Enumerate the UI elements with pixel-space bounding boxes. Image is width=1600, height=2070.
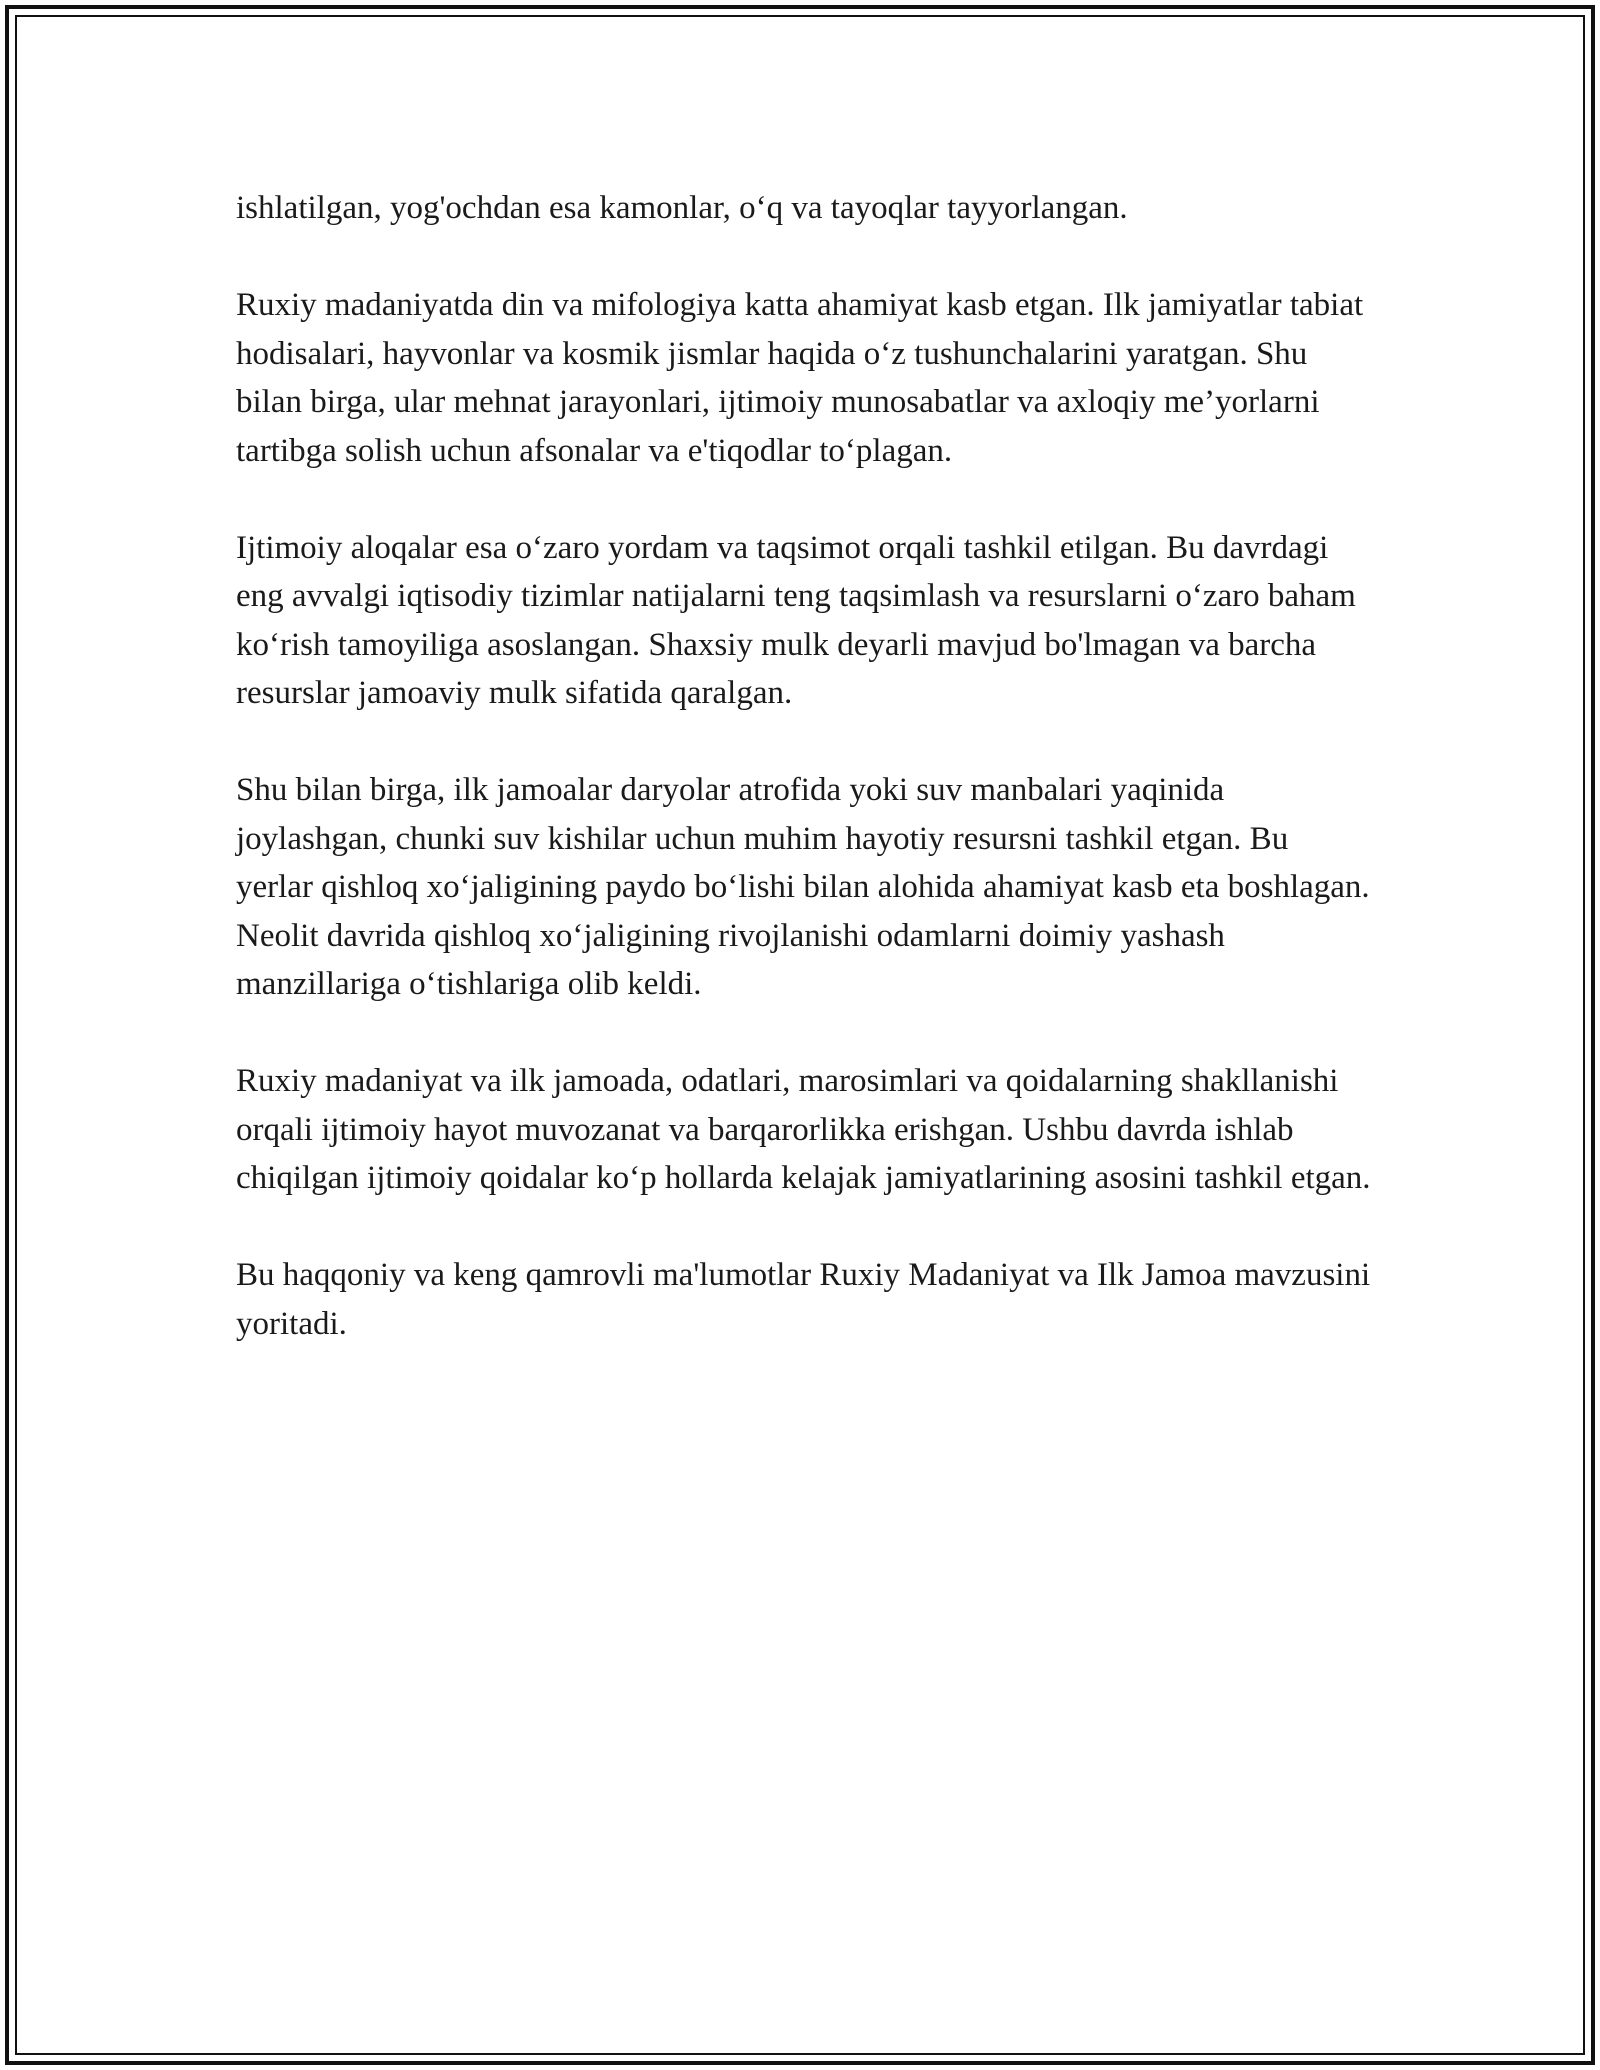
paragraph: Ijtimoiy aloqalar esa o‘zaro yordam va taqsimot orqali tashkil etilgan. Bu davrdagi eng avvalgi iqtisodiy tizimlar natijalarni teng taqsimlash va resurslarni o‘zaro baham ko‘rish tamoyiliga asoslangan. Shaxsiy mulk deyarli mavjud bo'lmagan va barcha resurslar jamoaviy mulk sifatida qaralgan. — [236, 529, 1356, 711]
paragraph: Ruxiy madaniyat va ilk jamoada, odatlari, marosimlari va qoidalarning shakllanishi orqali ijtimoiy hayot muvozanat va barqarorlikka erishgan. Ushbu davrda ishlab chiqilgan ijtimoiy qoidalar ko‘p hollarda kelajak jamiyatlarining asosini tashkil etgan. — [236, 1063, 1371, 1196]
paragraph: ishlatilgan, yog'ochdan esa kamonlar, o‘q va tayoqlar tayyorlangan. — [236, 190, 1128, 226]
document-body — [236, 184, 1371, 1397]
paragraph: Shu bilan birga, ilk jamoalar daryolar atrofida yoki suv manbalari yaqinida joylashgan, chunki suv kishilar uchun muhim hayotiy resursni tashkil etgan. Bu yerlar qishloq xo‘jaligining paydo bo‘lishi bilan alohida ahamiyat kasb eta boshlagan. Neolit davrida qishloq xo‘jaligining rivojlanishi odamlarni doimiy yashash manzillariga o‘tishlariga olib keldi. — [236, 772, 1370, 1002]
paragraph: Ruxiy madaniyatda din va mifologiya katta ahamiyat kasb etgan. Ilk jamiyatlar tabiat hodisalari, hayvonlar va kosmik jismlar haqida o‘z tushunchalarini yaratgan. Shu bilan birga, ular mehnat jarayonlari, ijtimoiy munosabatlar va axloqiy me’yorlarni tartibga solish uchun afsonalar va e'tiqodlar to‘plagan. — [236, 287, 1364, 469]
paragraph: Bu haqqoniy va keng qamrovli ma'lumotlar Ruxiy Madaniyat va Ilk Jamoa mavzusini yoritadi. — [236, 1257, 1371, 1342]
